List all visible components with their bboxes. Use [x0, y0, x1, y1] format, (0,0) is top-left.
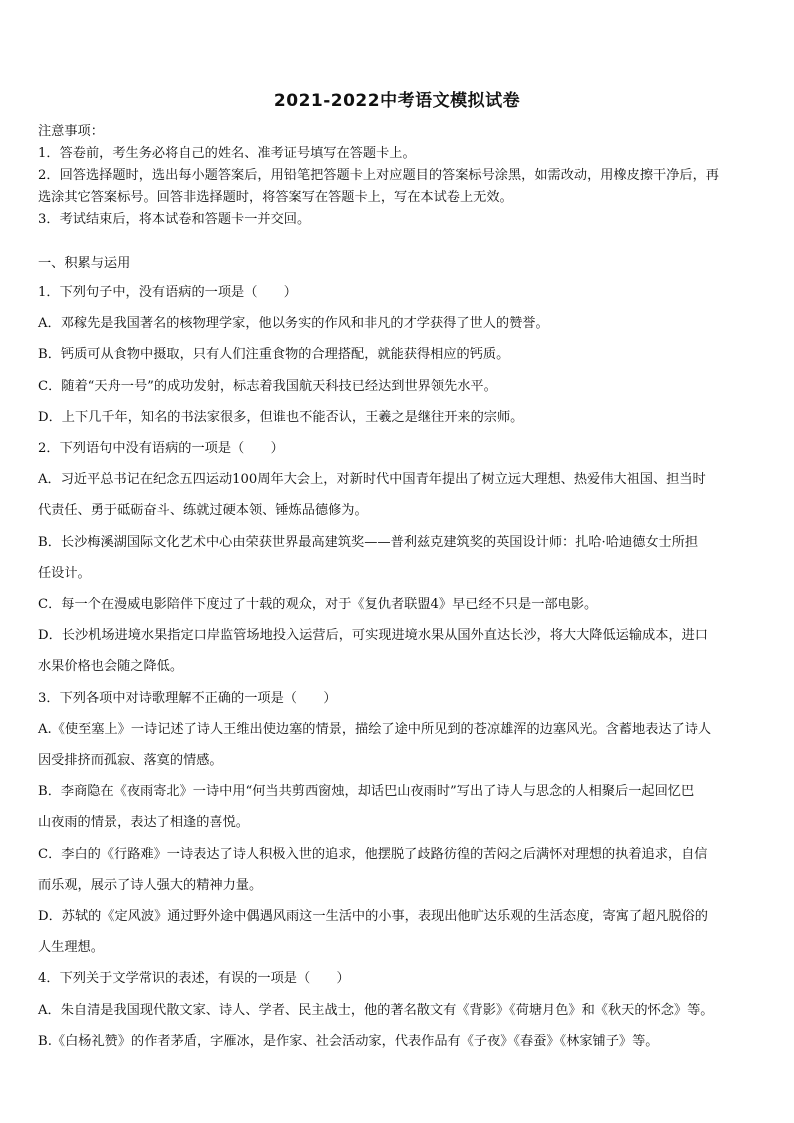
question-3-option-b: B．李商隐在《夜雨寄北》一诗中用“何当共剪西窗烛，却话巴山夜雨时”写出了诗人与思念的人相聚后一起回忆巴 — [38, 784, 695, 800]
question-4-stem: 4．下列关于文学常识的表述，有误的一项是（ ） — [38, 971, 350, 987]
notice-line: 1．答卷前，考生务必将自己的姓名、准考证号填写在答题卡上。 — [38, 146, 416, 161]
question-3-option-d-cont: 人生理想。 — [38, 940, 104, 956]
question-2-option-b-cont: 任设计。 — [38, 565, 91, 581]
question-2-option-c: C．每一个在漫威电影陪伴下度过了十载的观众，对于《复仇者联盟4》早已经不只是一部电影。 — [38, 597, 598, 613]
question-2-option-a-cont: 代责任、勇于砥砺奋斗、练就过硬本领、锤炼品德修为。 — [38, 503, 368, 519]
question-1-option-a: A．邓稼先是我国著名的核物理学家，他以务实的作风和非凡的才学获得了世人的赞誉。 — [38, 316, 549, 332]
question-3-option-c-cont: 而乐观，展示了诗人强大的精神力量。 — [38, 877, 263, 893]
exam-title: 2021-2022中考语文模拟试卷 — [273, 91, 521, 111]
question-2-option-d-cont: 水果价格也会随之降低。 — [38, 659, 184, 675]
spacer — [38, 231, 758, 253]
notice-heading: 注意事项： — [38, 124, 104, 139]
notice-line: 2．回答选择题时，选出每小题答案后，用铅笔把答题卡上对应题目的答案标号涂黑，如需改动，用橡皮擦干净后，再 — [38, 168, 719, 183]
question-4-option-b: B.《白杨礼赞》的作者茅盾，字雁冰，是作家、社会活动家，代表作品有《子夜》《春蚕》《林家铺子》等。 — [38, 1033, 659, 1049]
section-heading: 一、积累与运用 — [38, 256, 131, 271]
question-1-stem: 1．下列句子中，没有语病的一项是（ ） — [38, 285, 297, 300]
question-3-stem: 3．下列各项中对诗歌理解不正确的一项是（ ） — [38, 690, 337, 706]
question-3-option-a: A.《使至塞上》一诗记述了诗人王维出使边塞的情景，描绘了途中所见到的苍凉雄浑的边塞风光。含蓄地表达了诗人 — [38, 721, 712, 737]
question-2-option-a: A．习近平总书记在纪念五四运动100周年大会上，对新时代中国青年提出了树立远大理想、热爱伟大祖国、担当时 — [38, 472, 706, 488]
question-1-option-b: B．钙质可从食物中摄取，只有人们注重食物的合理搭配，就能获得相应的钙质。 — [38, 347, 510, 363]
question-2-option-b: B．长沙梅溪湖国际文化艺术中心由荣获世界最高建筑奖——普利兹克建筑奖的英国设计师：扎哈·哈迪德女士所担 — [38, 534, 699, 550]
notice-line: 3．考试结束后，将本试卷和答题卡一并交回。 — [38, 212, 311, 227]
question-1-option-d: D．上下几千年，知名的书法家很多，但谁也不能否认，王羲之是继往开来的宗师。 — [38, 409, 524, 425]
question-3-option-b-cont: 山夜雨的情景，表达了相逢的喜悦。 — [38, 815, 249, 831]
question-1-option-c: C．随着“天舟一号”的成功发射，标志着我国航天科技已经达到世界领先水平。 — [38, 378, 497, 394]
question-2-stem: 2．下列语句中没有语病的一项是（ ） — [38, 441, 284, 457]
question-3-option-d: D．苏轼的《定风波》通过野外途中偶遇风雨这一生活中的小事，表现出他旷达乐观的生活态度，寄寓了超凡脱俗的 — [38, 909, 708, 925]
question-3-option-a-cont: 因受排挤而孤寂、落寞的情感。 — [38, 753, 223, 769]
questions — [38, 277, 758, 1057]
question-4-option-a: A．朱自清是我国现代散文家、诗人、学者、民主战士，他的著名散文有《背影》《荷塘月色》和《秋天的怀念》等。 — [38, 1002, 714, 1018]
question-3-option-c: C．李白的《行路难》一诗表达了诗人积极入世的追求，他摆脱了歧路彷徨的苦闷之后满怀对理想的执着追求，自信 — [38, 846, 708, 862]
notice-line: 选涂其它答案标号。回答非选择题时，将答案写在答题卡上，写在本试卷上无效。 — [38, 190, 513, 205]
question-2-option-d: D．长沙机场进境水果指定口岸监管场地投入运营后，可实现进境水果从国外直达长沙，将大大降低运输成本，进口 — [38, 628, 708, 644]
exam-body — [38, 121, 758, 1057]
notice-block — [38, 121, 758, 231]
